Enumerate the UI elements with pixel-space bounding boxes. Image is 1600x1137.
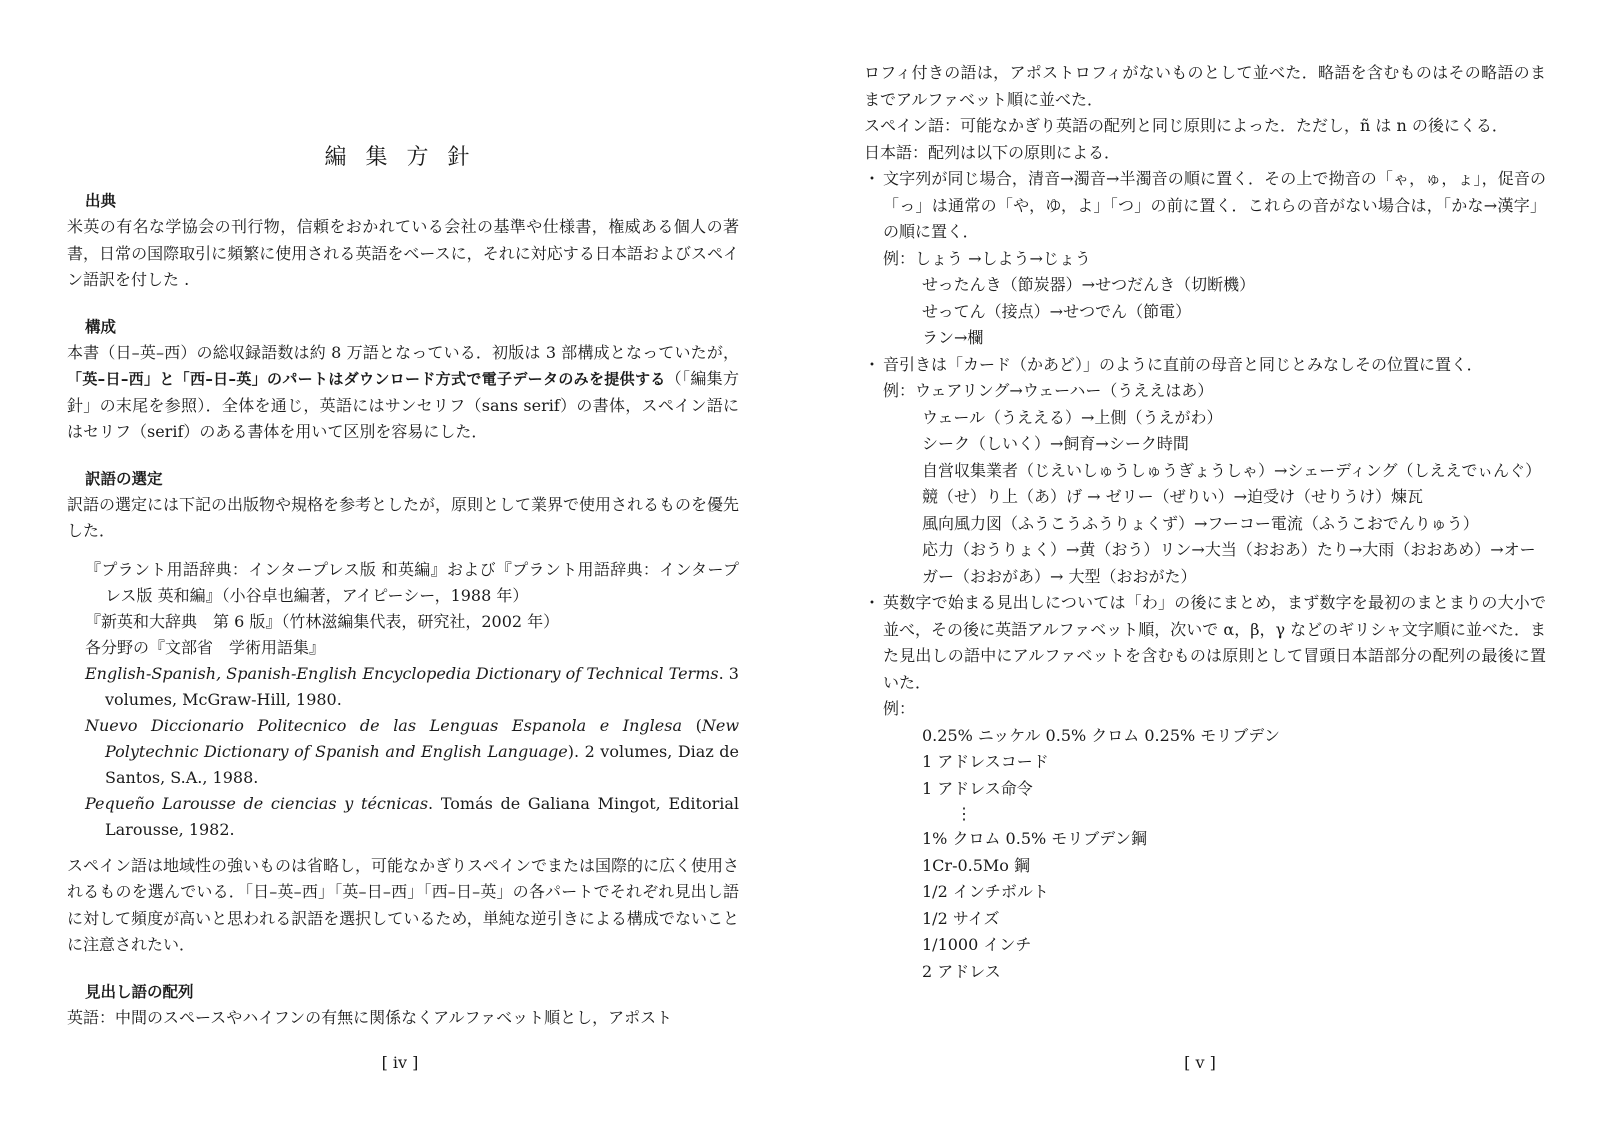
example-item: 応力（おうりょく）→黄（おう）リン→大当（おおあ）たり→大雨（おおあめ）→オーガー（おおがあ）→ 大型（おおがた） (922, 540, 1536, 586)
section-heading-ordering: 見出し語の配列 (85, 982, 194, 1001)
section-heading-structure: 構成 (85, 317, 117, 336)
right-page (800, 0, 1600, 1137)
example-item: 1/1000 インチ (922, 935, 1032, 954)
ordering-paragraph: 英語：中間のスペースやハイフンの有無に関係なくアルファベット順とし，アポスト (67, 1007, 673, 1027)
reference-item: Pequeño Larousse de ciencias y técnicas. Tomás de Galiana Mingot, Editorial Larousse, 1982. (85, 793, 739, 839)
example-item: 1/2 サイズ (922, 908, 1000, 928)
example-item: せったんき（節炭器）→せつだんき（切断機） (922, 275, 1256, 294)
source-paragraph: 米英の有名な学協会の刊行物，信頼をおかれている会社の基準や仕様書，権威ある個人の著書，日常の国際取引に頻繁に使用される英語をベースに，それに対応する日本語およびスペイン語訳を付した . (67, 217, 739, 289)
ordering-bullet: ・ 音引きは「カード（かあど）」のように直前の母音と同じとみなしその位置に置く． (864, 352, 1546, 379)
page-number-left: [ iv ] (381, 1053, 419, 1072)
example-label: 例： (883, 699, 916, 718)
example-item: 1% クロム 0.5% モリブデン鋼 (922, 829, 1147, 848)
bullet-mark: ・ (864, 354, 881, 374)
vertical-ellipsis: ⋮ (956, 804, 972, 823)
ordering-bullet: ・ 英数字で始まる見出しについては「わ」の後にまとめ，まず数字を最初のまとまりの大小で並べ，その後に英語アルファベット順，次いで α，β，γ などのギリシャ文字順に並べた．また見出しの語中にアルファベットを含むものは原則として冒頭日本語部分の配列の最後に置いた． (864, 590, 1546, 696)
page-number-right: [ v ] (1184, 1053, 1216, 1072)
structure-text-b: （「編集方針」の末尾を参照）．全体を通じ，英語にはサンセリフ（sans serif）の書体，スペイン語にはセリフ（serif）のある書体を用いて区別を容易にした． (67, 369, 739, 441)
example-item: ラン→欄 (922, 328, 984, 347)
bullet-mark: ・ (864, 593, 881, 612)
example-item: シーク（しいく）→飼育→シーク時間 (922, 434, 1189, 453)
structure-text-a: 本書（日–英–西）の総収録語数は約 8 万語となっている．初版は 3 部構成となっていたが， (67, 342, 739, 362)
example-item: 1 アドレスコード (922, 752, 1049, 771)
section-heading-selection: 訳語の選定 (85, 469, 163, 488)
spanish-note-paragraph: スペイン語は地域性の強いものは省略し，可能なかぎりスペインでまたは国際的に広く使用されるものを選んでいる．「日–英–西」「英–日–西」「西–日–英」の各パートでそれぞれ見出し語に対して頻度が高いと思われる訳語を選択しているため，単純な逆引きによる構成でないことに注意されたい． (67, 855, 740, 954)
example-item: 1/2 インチボルト (922, 882, 1049, 901)
right-body (864, 60, 1546, 985)
example-item: 競（せ）り上（あ）げ → ゼリー（ぜりい）→迫受け（せりうけ）煉瓦 (922, 487, 1423, 506)
example-item: せってん（接点）→せつでん（節電） (922, 301, 1192, 321)
example-item: 1 アドレス命令 (922, 778, 1033, 798)
reference-item: Nuevo Diccionario Politecnico de las Lenguas Espanola e Inglesa (New Polytechnic Dictionary of Spanish and English Language). 2 volumes, Diaz de Santos, S.A., 1988. (85, 715, 740, 787)
reference-item: English-Spanish, Spanish-English Encyclopedia Dictionary of Technical Terms. 3 volumes, McGraw-Hill, 1980. (85, 663, 739, 709)
example-item: 2 アドレス (922, 961, 1001, 981)
example-item: ウェール（うええる）→上側（うえがわ） (922, 407, 1223, 427)
example-line: 例：ウェアリング→ウェーハー（うええはあ） (883, 381, 1214, 400)
reference-item: 『新英和大辞典 第 6 版』（竹林滋編集代表，研究社，2002 年） (85, 611, 560, 631)
structure-text-bold: 「英–日–西」と「西–日–英」のパートはダウンロード方式で電子データのみを提供する (67, 370, 666, 388)
example-item: 1Cr-0.5Mo 鋼 (922, 855, 1031, 875)
reference-item: 『プラント用語辞典：インタープレス版 和英編』および『プラント用語辞典：インタープレス版 英和編』（小谷卓也編著，アイピーシー，1988 年） (85, 559, 739, 605)
japanese-order-rule: 日本語：配列は以下の原則による． (864, 142, 1121, 162)
left-body (67, 188, 739, 1031)
section-heading-source: 出典 (85, 192, 117, 210)
bullet-mark: ・ (864, 169, 881, 188)
ordering-bullet: ・ 文字列が同じ場合，清音→濁音→半濁音の順に置く．その上で拗音の「ゃ，ゅ，ょ」，促音の「っ」は通常の「や，ゆ，よ」「つ」の前に置く．これらの音がない場合は，「かな→漢字」の順に置く． (864, 166, 1546, 246)
spanish-order-rule: スペイン語：可能なかぎり英語の配列と同じ原則によった．ただし，ñ は n の後にくる． (864, 116, 1508, 135)
example-line: 例：しょう →しよう→じょう (883, 248, 1091, 268)
english-order-continued: ロフィ付きの語は，アポストロフィがないものとして並べた．略語を含むものはその略語のままでアルファベット順に並べた． (864, 63, 1546, 109)
example-item: 風向風力図（ふうこうふうりょくず）→フーコー電流（ふうこおでんりゅう） (922, 513, 1479, 533)
selection-paragraph: 訳語の選定には下記の出版物や規格を参考としたが，原則として業界で使用されるものを優先した． (67, 494, 740, 540)
reference-item: 各分野の『文部省 学術用語集』 (85, 637, 326, 657)
example-item: 0.25% ニッケル 0.5% クロム 0.25% モリブデン (922, 725, 1280, 745)
reference-list (67, 557, 739, 843)
example-item: 自営収集業者（じえいしゅうしゅうぎょうしゃ）→シェーディング（しええでぃんぐ） (922, 460, 1542, 480)
page-title: 編 集 方 針 (324, 145, 476, 170)
structure-paragraph (67, 340, 739, 446)
